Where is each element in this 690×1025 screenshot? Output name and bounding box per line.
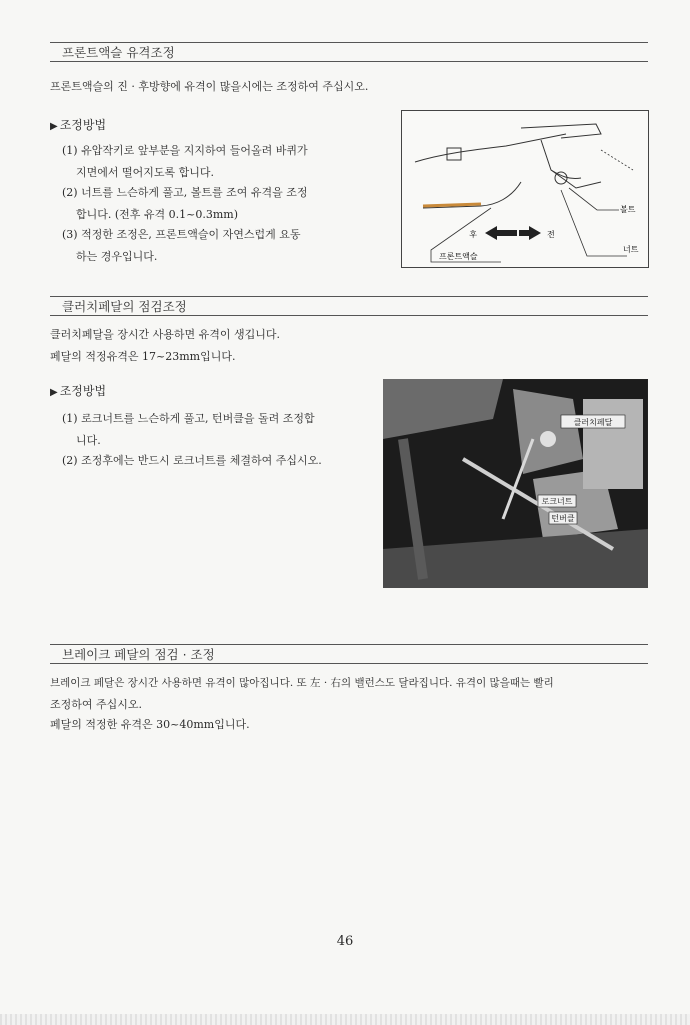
method-heading-text: 조정방법 (59, 384, 107, 398)
brake-intro: 조정하여 주십시오. (50, 698, 143, 711)
front-axle-step: (3) 적정한 조정은, 프론트액슬이 자연스럽게 요동 (62, 228, 301, 241)
triangle-bullet-icon: ▶ (50, 121, 58, 132)
brake-intro: 브레이크 페달은 장시간 사용하면 유격이 많아집니다. 또 左 · 右의 밸런스도 달라집니다. 유격이 많을때는 빨리 (50, 677, 554, 689)
label-locknut: 로크너트 (541, 497, 573, 506)
section-title-brake-pedal: 브레이크 페달의 점검 · 조정 (50, 644, 648, 664)
clutch-intro: 페달의 적정유격은 17~23mm입니다. (50, 350, 236, 363)
clutch-pedal-photo (383, 379, 648, 588)
page-number: 46 (336, 934, 354, 949)
section-title-clutch-pedal: 클러치페달의 점검조정 (50, 296, 648, 316)
front-axle-step: 합니다. (전후 유격 0.1~0.3mm) (76, 208, 239, 221)
brake-intro: 페달의 적정한 유격은 30~40mm입니다. (50, 718, 250, 731)
label-clutch-pedal: 클러치페달 (573, 418, 613, 427)
front-axle-diagram (401, 110, 649, 268)
label-bolt: 볼트 (620, 205, 636, 214)
clutch-step: (2) 조정후에는 반드시 로크너트를 체결하여 주십시오. (62, 454, 322, 467)
clutch-method-heading (50, 382, 106, 399)
front-axle-step: 지면에서 떨어지도록 합니다. (76, 166, 215, 179)
label-rear: 후 (469, 230, 477, 239)
clutch-intro: 클러치페달을 장시간 사용하면 유격이 생깁니다. (50, 328, 281, 341)
front-axle-method-heading (50, 116, 106, 133)
front-axle-step: (1) 유압작키로 앞부분을 지지하여 들어올려 바퀴가 (62, 144, 308, 157)
triangle-bullet-icon: ▶ (50, 387, 58, 398)
front-axle-step: 하는 경우입니다. (76, 250, 158, 263)
label-front-axle: 프론트액슬 (439, 252, 478, 261)
front-axle-intro: 프론트액슬의 진 · 후방향에 유격이 많을시에는 조정하여 주십시오. (50, 80, 369, 93)
method-heading-text: 조정방법 (59, 118, 107, 132)
section-title-front-axle: 프론트액슬 유격조정 (50, 42, 648, 62)
front-axle-step: (2) 너트를 느슨하게 풀고, 볼트를 조여 유격을 조정 (62, 186, 308, 199)
label-nut: 너트 (623, 245, 639, 254)
clutch-step: 니다. (76, 434, 101, 447)
clutch-step: (1) 로크너트를 느슨하게 풀고, 턴버클을 돌려 조정합 (62, 412, 315, 425)
label-turnbuckle: 턴버클 (551, 514, 575, 523)
label-front: 전 (547, 230, 555, 239)
scan-edge (0, 1014, 690, 1025)
